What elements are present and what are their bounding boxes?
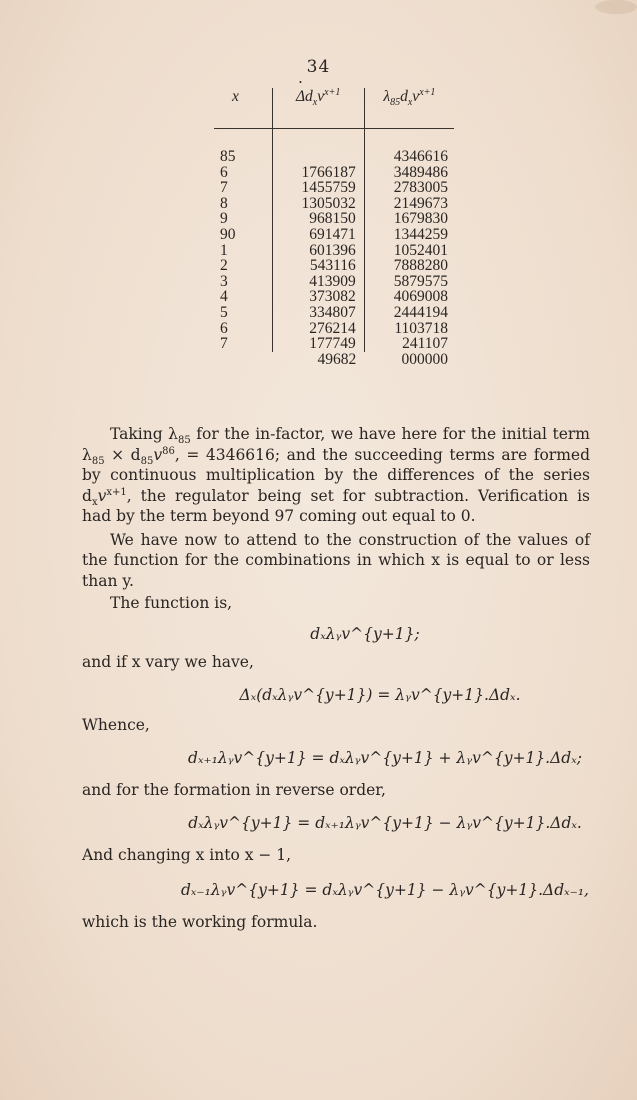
table-rule bbox=[214, 129, 454, 150]
cell-lambda-d: 1103718 bbox=[394, 319, 448, 337]
table-row bbox=[214, 227, 454, 243]
header-delta-sup: x+1 bbox=[324, 86, 341, 98]
paragraph-construction: We have now to attend to the construction of the values of the function for the combinations in which x is equal to or less than y. bbox=[82, 530, 590, 590]
header-x bbox=[214, 88, 272, 129]
cell-x: 5 bbox=[220, 303, 228, 321]
p1-sub-x: x bbox=[91, 496, 98, 508]
table-row bbox=[214, 336, 454, 352]
cell-lambda-d: 241107 bbox=[402, 335, 448, 353]
cell-x: 1 bbox=[220, 241, 228, 259]
data-table bbox=[214, 88, 454, 367]
table-row bbox=[214, 321, 454, 337]
paragraph-reverse-order: and for the formation in reverse order, bbox=[82, 781, 386, 799]
header-delta-d bbox=[272, 88, 364, 129]
cell-x: 7 bbox=[220, 179, 228, 197]
p1-sup-86: 86 bbox=[162, 445, 175, 457]
table-row bbox=[214, 305, 454, 321]
table-row bbox=[214, 149, 454, 165]
paper-stain bbox=[595, 0, 637, 14]
header-delta-v: v bbox=[317, 88, 325, 105]
p1-part-a: Taking λ bbox=[110, 425, 178, 443]
equation-delta: Δₓ(dₓλᵧv^{y+1}) = λᵧv^{y+1}.Δdₓ. bbox=[239, 685, 521, 704]
p1-part-d: v bbox=[153, 445, 163, 464]
header-lambda-v: v bbox=[412, 88, 420, 105]
p1-part-f: v bbox=[97, 486, 107, 505]
header-x-label: x bbox=[232, 88, 239, 105]
cell-delta-d: 601396 bbox=[272, 243, 364, 259]
p1-part-g: , the regulator being set for subtraction. Verification is had by the term beyond 97 coming out equal to 0. bbox=[82, 486, 590, 525]
cell-delta-d: 1766187 bbox=[272, 165, 364, 181]
cell-x: 6 bbox=[220, 319, 228, 337]
cell-x: 3 bbox=[220, 272, 228, 290]
difference-table bbox=[214, 88, 454, 367]
cell-delta-d: 49682 bbox=[317, 350, 357, 368]
cell-lambda-d: 000000 bbox=[401, 350, 448, 368]
cell-x bbox=[214, 352, 272, 368]
cell-delta-d: 373082 bbox=[272, 289, 364, 305]
cell-lambda-d: 3489486 bbox=[393, 163, 448, 181]
cell-x: 7 bbox=[220, 335, 228, 353]
cell-delta-d: 177749 bbox=[272, 336, 364, 352]
paragraph-function-is: The function is, bbox=[110, 594, 233, 612]
header-lambda-sup: x+1 bbox=[419, 86, 436, 98]
paragraph-changing-x: And changing x into x − 1, bbox=[82, 846, 292, 864]
cell-lambda-d: 4346616 bbox=[393, 148, 448, 165]
table-row bbox=[214, 243, 454, 259]
header-delta-symbol: • Δd bbox=[296, 88, 313, 106]
header-lambda-symbol: λ bbox=[383, 88, 391, 105]
cell-delta-d: 413909 bbox=[272, 274, 364, 290]
cell-x: 9 bbox=[220, 210, 228, 228]
cell-delta-d: 968150 bbox=[272, 211, 364, 227]
p1-part-b: for the in-factor, we have here for the initial term λ bbox=[82, 425, 590, 464]
table-row bbox=[214, 352, 454, 368]
table-row bbox=[214, 196, 454, 212]
page-number: 34 bbox=[306, 57, 331, 77]
cell-lambda-d: 1052401 bbox=[393, 241, 448, 259]
p1-sub-85-b: 85 bbox=[91, 455, 105, 467]
paragraph-whence: Whence, bbox=[82, 716, 150, 734]
cell-delta-d: 276214 bbox=[272, 321, 364, 337]
header-lambda-d: $\lambda_{85}d_xv^{x+1}$ bbox=[383, 86, 436, 109]
cell-lambda-d: 2444194 bbox=[393, 303, 448, 321]
header-lambda-d-symbol: d bbox=[400, 88, 408, 105]
cell-delta-d bbox=[272, 149, 364, 165]
cell-x: 2 bbox=[220, 257, 228, 275]
cell-delta-d: 691471 bbox=[272, 227, 364, 243]
table-body bbox=[214, 129, 454, 368]
header-lambda-sub: 85 bbox=[390, 97, 401, 109]
cell-lambda-d: 4069008 bbox=[393, 288, 448, 306]
table-row bbox=[214, 258, 454, 274]
equation-forward: dₓ₊₁λᵧv^{y+1} = dₓλᵧv^{y+1} + λᵧv^{y+1}.Δdₓ; bbox=[188, 748, 582, 767]
table-row bbox=[214, 180, 454, 196]
cell-delta-d: 1455759 bbox=[272, 180, 364, 196]
body-text bbox=[82, 424, 590, 933]
table-header-row bbox=[214, 88, 454, 129]
p1-sub-85-c: 85 bbox=[140, 455, 154, 467]
table-row bbox=[214, 165, 454, 181]
cell-x: 4 bbox=[220, 288, 228, 306]
p1-sub-85: 85 bbox=[178, 435, 191, 447]
cell-lambda-d: 2783005 bbox=[393, 179, 448, 197]
header-delta-sub: x bbox=[312, 97, 318, 109]
cell-delta-d: 334807 bbox=[272, 305, 364, 321]
table-row bbox=[214, 274, 454, 290]
cell-delta-d: 1305032 bbox=[272, 196, 364, 212]
cell-lambda-d: 5879575 bbox=[393, 272, 448, 290]
equation-function: dₓλᵧv^{y+1}; bbox=[310, 624, 420, 643]
paragraph-working-formula: which is the working formula. bbox=[82, 913, 318, 931]
cell-x: 85 bbox=[220, 148, 236, 165]
cell-lambda-d: 1679830 bbox=[393, 210, 448, 228]
cell-lambda-d: 7888280 bbox=[393, 257, 448, 275]
p1-sup-x1: x+1 bbox=[106, 486, 127, 498]
cell-x: 8 bbox=[220, 194, 228, 212]
equation-reverse: dₓλᵧv^{y+1} = dₓ₊₁λᵧv^{y+1} − λᵧv^{y+1}.Δdₓ. bbox=[188, 813, 582, 832]
table-row bbox=[214, 289, 454, 305]
paragraph-if-x-vary: and if x vary we have, bbox=[82, 653, 254, 671]
cell-lambda-d: 1344259 bbox=[393, 225, 448, 243]
p1-part-c: × d bbox=[104, 445, 141, 464]
table-row bbox=[214, 211, 454, 227]
cell-x: 90 bbox=[220, 225, 236, 243]
equation-working: dₓ₋₁λᵧv^{y+1} = dₓλᵧv^{y+1} − λᵧv^{y+1}.Δdₓ₋₁, bbox=[181, 880, 589, 899]
p1-part-e: , = 4346616; and the succeeding terms are formed by continuous multiplication by the differences of the series d bbox=[82, 445, 590, 505]
cell-delta-d: 543116 bbox=[272, 258, 364, 274]
cell-x: 6 bbox=[220, 163, 228, 181]
paragraph-initial-term bbox=[82, 424, 590, 527]
cell-lambda-d: 2149673 bbox=[393, 194, 448, 212]
